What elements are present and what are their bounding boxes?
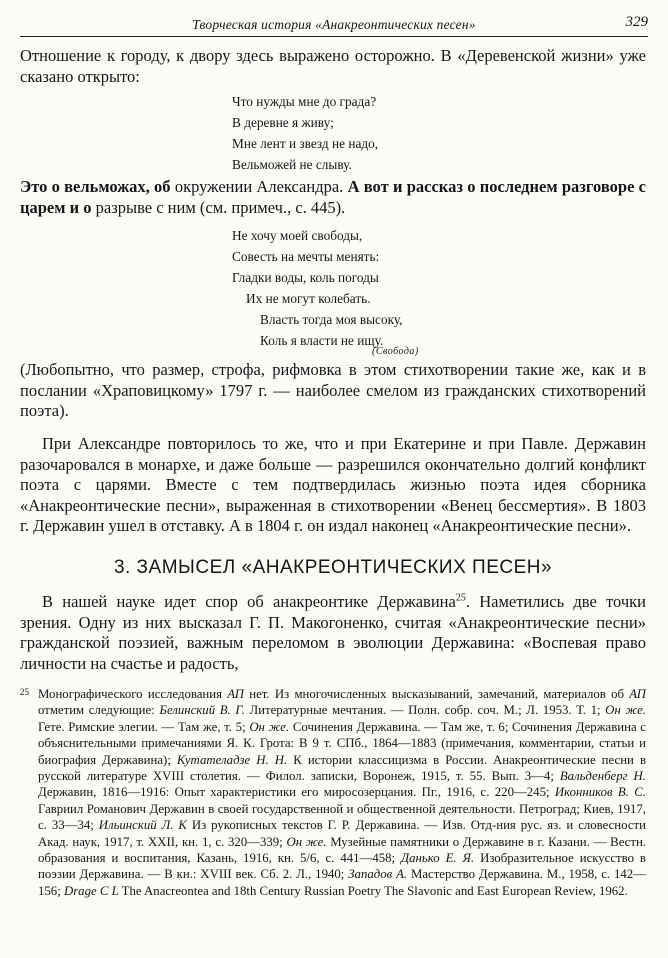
verse-line: Мне лент и звезд не надо, <box>232 136 379 151</box>
footnote-text: К истории классицизма в России. Анакреонтические песни в русской литературе XVIII столетия. — Филол. записки, Воронеж, 1915, т. 55. Вып. 3—4; <box>38 752 646 784</box>
running-title: Творческая история «Анакреонтических песен» <box>192 17 476 32</box>
paragraph-5 <box>20 592 646 674</box>
footnote-author: Белинский В. Г. <box>159 703 245 718</box>
verse-line: Не хочу моей свободы, <box>232 228 363 243</box>
footnote-author: Он же. <box>249 719 290 734</box>
verse-line: В деревне я живу; <box>232 115 334 130</box>
footnote-text: The Anacreontea and 18th Century Russian Poetry The Slavonic and East European Review, 1962. <box>118 883 628 898</box>
verse-line: Что нужды мне до града? <box>232 94 377 109</box>
footnote-mark: 25 <box>20 687 29 697</box>
footnote-text: Гавриил Романович Державин в своей государственной и общественной деятельности. Петроград; Киев, 1917, с. 33—34; <box>38 801 646 833</box>
footnote-author: Вальденберг Н. <box>559 769 646 784</box>
paragraph-5-text: В нашей науке идет спор об анакреонтике Державина <box>42 592 456 611</box>
verse-line: Гладки воды, коль погоды <box>232 270 379 285</box>
paragraph-4: При Александре повторилось то же, что и при Екатерине и при Павле. Державин разочаровался в монархе, и даже больше — разрешился окончательно долгий конфликт поэта с царями. Вместе с тем подтвердилась жизнью поэта идея сборника «Анакреонтические песни», выраженная в стихотворении «Венец бессмертия». В 1803 г. Державин ушел в отставку. А в 1804 г. он издал наконец «Анакреонтические песни». <box>20 434 646 535</box>
verse-signature: (Свобода) <box>372 346 419 357</box>
footnote-text: Гете. Римские элегии. — Там же, т. 5; <box>38 719 250 734</box>
footnote-body <box>20 686 646 899</box>
footnote-text: Музейные памятники о Державине в г. Казани. — Вестн. образования и воспитания, Казань, 1916, кн. 5/6, с. 441—458; <box>38 834 647 866</box>
paragraph-5-continuation: . Наметились две точки зрения. Одну из них высказал Г. П. Макогоненко, считая «Анакреонтические песни» гражданской поэзией, важным переломом в эволюции Державина: «Воспевая право личности на счастье и радость, <box>20 592 646 673</box>
footnote-text: Мастерство Державина. М., 1958, с. 142—156; <box>38 867 646 898</box>
footnote-text: Из рукописных текстов Г. Р. Державина. — Изв. Отд-ния рус. яз. и словесности Акад. наук, 1917, т. XXII, кн. 1, с. 320—339; <box>38 818 646 849</box>
footnote-author: Ильинский Л. К <box>98 818 187 833</box>
page-header <box>20 10 648 37</box>
verse-village-life <box>232 91 378 175</box>
footnote-author: Данько Е. Я. <box>401 851 475 866</box>
footnote-text: нет. Из многочисленных высказываний, замечаний, материалов об <box>244 687 630 701</box>
footnote-author: Кутателадзе Н. Н. <box>176 752 288 767</box>
footnote-author: Drage C L <box>63 883 119 898</box>
footnote-text: Литературные мечтания. — Полн. собр. соч. М.; Л. 1953. Т. 1; <box>244 703 606 718</box>
verse-line: Вельможей не слыву. <box>232 157 352 172</box>
paragraph-1: Отношение к городу, к двору здесь выражено осторожно. В «Деревенской жизни» уже сказано открыто: <box>20 46 646 86</box>
page-number: 329 <box>625 14 648 30</box>
footnote-text: Державин, 1816—1916: Опыт характеристики его миросозерцания. Пг., 1916, с. 220—245; <box>38 785 555 800</box>
footnote-reference[interactable]: 25 <box>455 592 466 604</box>
paragraph-2-part-d: разрыве с ним (см. примеч., с. 445). <box>91 197 346 217</box>
footnote-text: Изобразительное искусство в поэзии Державина. — В кн.: XVIII век. Сб. 2. Л., 1940; <box>38 851 646 882</box>
footnote-text: отметим следующие: <box>38 703 160 718</box>
footnote-author: Иконников В. С. <box>554 785 646 800</box>
section-title: 3. ЗАМЫСЕЛ «АНАКРЕОНТИЧЕСКИХ ПЕСЕН» <box>113 557 553 578</box>
paragraph-2-part-b: окружении Александра. <box>170 177 348 196</box>
verse-line: Совесть на мечты менять: <box>232 249 380 264</box>
footnote-abbreviation: АП <box>227 687 245 701</box>
verse-freedom <box>232 225 403 351</box>
footnote-author: Западов А. <box>348 867 408 882</box>
footnote-text: Монографического исследования <box>38 687 228 701</box>
footnote-25 <box>20 686 646 899</box>
verse-line: Власть тогда моя высоку, <box>260 312 403 327</box>
verse-line: Их не могут колебать. <box>246 291 371 306</box>
paragraph-2-part-c: А вот и рассказ о последнем разговоре с царем и о <box>20 177 646 217</box>
footnote-text: Сочинения Державина. — Там же, т. 6; Сочинения Державина с объяснительными примечаниями Я. К. Грота: В 9 т. СПб., 1864—1883 (примечания, комментарии, статьи и биография Державина); <box>38 719 646 767</box>
paragraph-2-part-a: Это о вельможах, об <box>20 177 171 196</box>
footnote-author: Он же. <box>605 703 647 718</box>
paragraph-2 <box>20 177 646 218</box>
footnote-abbreviation: АП <box>629 687 647 701</box>
paragraph-3: (Любопытно, что размер, строфа, рифмовка в этом стихотворении такие же, как и в послании «Храповицкому» 1797 г. — наиболее смелом из гражданских стихотворений поэта). <box>20 360 646 420</box>
verse-line: Коль я власти не ищу. <box>260 333 384 348</box>
footnote-author: Он же. <box>286 834 327 849</box>
